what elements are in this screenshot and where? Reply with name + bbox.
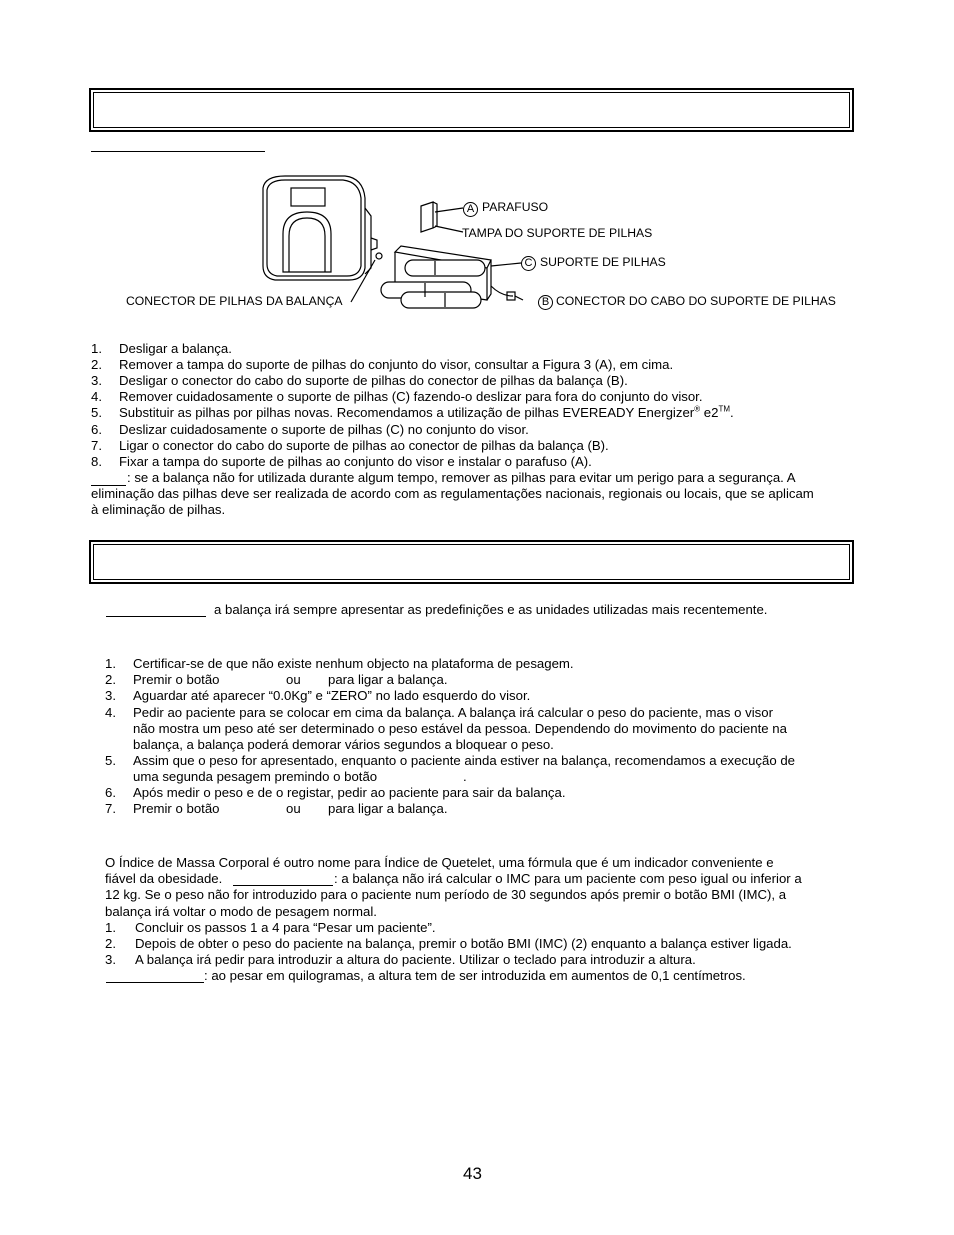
list-item: Depois de obter o peso do paciente na balança, premir o botão BMI (IMC) (2) enquanto a balança estiver ligada. (135, 936, 792, 951)
list-item-cont: uma segunda pesagem premindo o botão (133, 769, 378, 784)
step-number: 6. (91, 422, 102, 437)
intro-underline (106, 616, 206, 617)
list-item: Certificar-se de que não existe nenhum objecto na plataforma de pesagem. (133, 656, 574, 671)
page-number: 43 (463, 1164, 482, 1183)
trademark-mark: TM (718, 404, 730, 414)
section-header-box-2 (89, 540, 854, 584)
list-item-or: ou (286, 672, 301, 687)
step-number: 7. (105, 801, 116, 816)
list-item: Concluir os passos 1 a 4 para “Pesar um paciente”. (135, 920, 436, 935)
bmi-line-3: 12 kg. Se o peso não for introduzido para o paciente num período de 30 segundos após premir o botão BMI (IMC), a (105, 887, 787, 902)
bmi-line-2: fiável da obesidade. (105, 871, 223, 886)
list-item-end: . (463, 769, 467, 784)
step-number: 4. (105, 705, 116, 720)
battery-note-line-2: eliminação das pilhas deve ser realizada de acordo com as regulamentações nacionais, regionais ou locais, que se aplicam (91, 486, 814, 501)
battery-note-line-1: : se a balança não for utilizada durante algum tempo, remover as pilhas para evitar um perigo para a segurança. A (127, 470, 796, 485)
step-number: 8. (91, 454, 102, 469)
step-number: 6. (105, 785, 116, 800)
list-item: Premir o botão (133, 801, 220, 816)
step-5-end: . (730, 405, 734, 420)
step-number: 2. (91, 357, 102, 372)
list-item: Pedir ao paciente para se colocar em cima da balança. A balança irá calcular o peso do paciente, mas o visor (133, 705, 773, 720)
list-item-cont: balança, a balança poderá demorar vários segundos a bloquear o peso. (133, 737, 554, 752)
step-number: 5. (91, 405, 102, 420)
step-number: 3. (105, 688, 116, 703)
label-parafuso: PARAFUSO (482, 200, 549, 214)
step-number: 1. (105, 656, 116, 671)
list-item: Ligar o conector do cabo do suporte de pilhas ao conector de pilhas da balança (B). (119, 438, 609, 453)
bmi-note-underline (233, 885, 333, 886)
list-item-cont: não mostra um peso até ser determinado o peso estável da pessoa. Dependendo do movimento do paciente na (133, 721, 787, 736)
subheading-underline-1 (91, 151, 265, 152)
list-item: Remover cuidadosamente o suporte de pilhas (C) fazendo-o deslizar para fora do conjunto do visor. (119, 389, 703, 404)
label-conector-cabo: CONECTOR DO CABO DO SUPORTE DE PILHAS (556, 294, 836, 308)
step-number: 2. (105, 936, 116, 951)
label-suporte: SUPORTE DE PILHAS (540, 255, 666, 269)
label-c-circle: C (521, 256, 536, 271)
bmi-line-4: balança irá voltar o modo de pesagem normal. (105, 904, 377, 919)
list-item: Aguardar até aparecer “0.0Kg” e “ZERO” no lado esquerdo do visor. (133, 688, 531, 703)
list-item: Deslizar cuidadosamente o suporte de pilhas (C) no conjunto do visor. (119, 422, 529, 437)
list-item: Remover a tampa do suporte de pilhas do conjunto do visor, consultar a Figura 3 (A), em cima. (119, 357, 674, 372)
label-conector-balanca: CONECTOR DE PILHAS DA BALANÇA (126, 294, 343, 308)
list-item: Premir o botão (133, 672, 220, 687)
step-5-text: Substituir as pilhas por pilhas novas. Recomendamos a utilização de pilhas EVEREADY Energizer (119, 405, 695, 420)
list-item: Fixar a tampa do suporte de pilhas ao conjunto do visor e instalar o parafuso (A). (119, 454, 592, 469)
bmi-line-1: O Índice de Massa Corporal é outro nome para Índice de Quetelet, uma fórmula que é um indicador conveniente e (105, 855, 774, 870)
step-5-mid: e2 (700, 405, 719, 420)
bmi-height-underline (106, 982, 204, 983)
list-item: Desligar a balança. (119, 341, 232, 356)
list-item-or: ou (286, 801, 301, 816)
step-number: 5. (105, 753, 116, 768)
step-number: 3. (105, 952, 116, 967)
list-item (119, 405, 734, 421)
list-item: Assim que o peso for apresentado, enquanto o paciente ainda estiver na balança, recomendamos a execução de (133, 753, 796, 768)
bmi-height-note: : ao pesar em quilogramas, a altura tem de ser introduzida em aumentos de 0,1 centímetros. (204, 968, 746, 983)
list-item-end: para ligar a balança. (328, 672, 448, 687)
list-item: A balança irá pedir para introduzir a altura do paciente. Utilizar o teclado para introduzir a altura. (135, 952, 696, 967)
section-header-box-1 (89, 88, 854, 132)
list-item: Desligar o conector do cabo do suporte de pilhas do conector de pilhas da balança (B). (119, 373, 628, 388)
step-number: 4. (91, 389, 102, 404)
step-number: 1. (105, 920, 116, 935)
list-item: Após medir o peso e de o registar, pedir ao paciente para sair da balança. (133, 785, 566, 800)
step-number: 2. (105, 672, 116, 687)
step-number: 3. (91, 373, 102, 388)
section2-intro: a balança irá sempre apresentar as predefinições e as unidades utilizadas mais recentemente. (214, 602, 768, 617)
step-number: 1. (91, 341, 102, 356)
label-b-circle: B (538, 295, 553, 310)
bmi-line-2b: : a balança não irá calcular o IMC para um paciente com peso igual ou inferior a (334, 871, 802, 886)
battery-note-line-3: à eliminação de pilhas. (91, 502, 226, 517)
step-number: 7. (91, 438, 102, 453)
label-tampa: TAMPA DO SUPORTE DE PILHAS (462, 226, 653, 240)
list-item-end: para ligar a balança. (328, 801, 448, 816)
registered-mark: ® (694, 404, 701, 414)
label-a-circle: A (463, 202, 478, 217)
